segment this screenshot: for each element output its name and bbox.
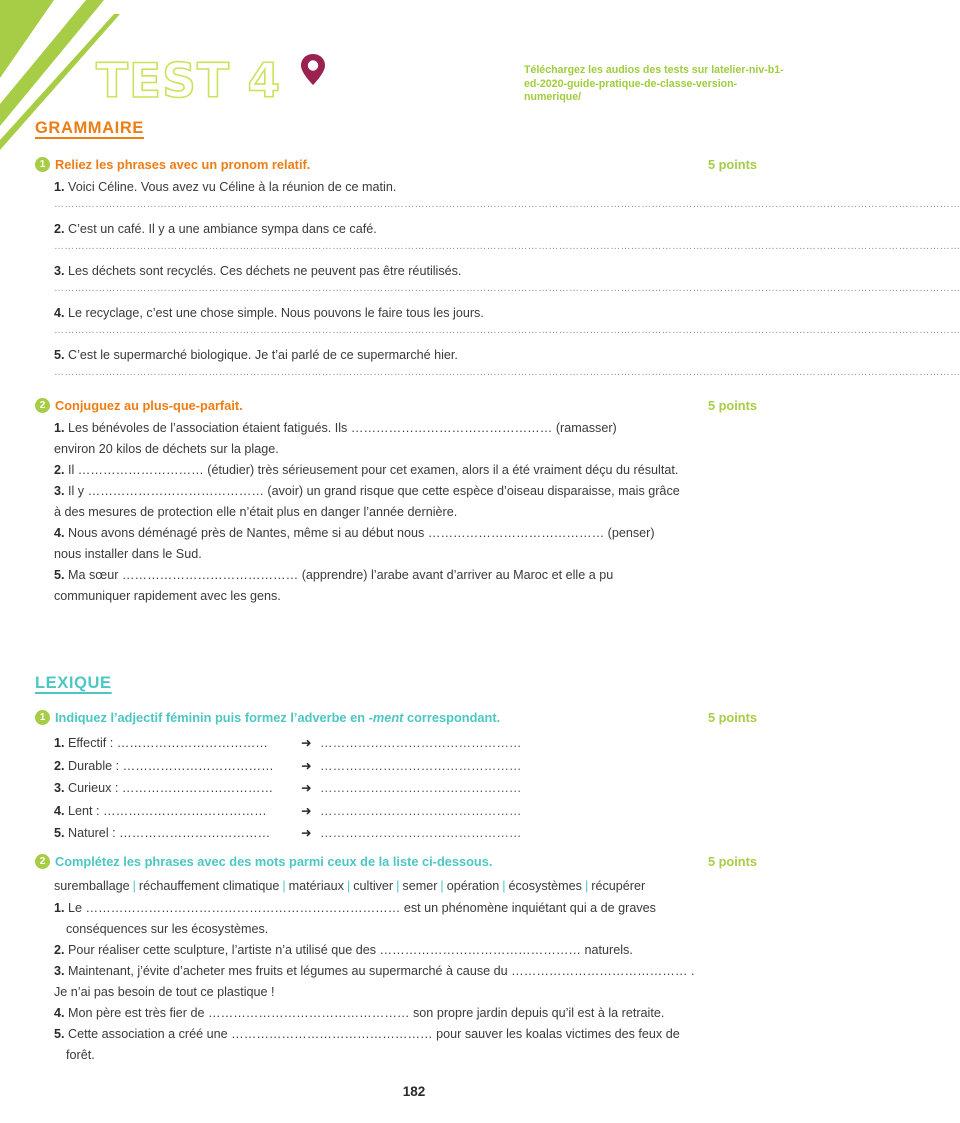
item-text: conséquences sur les écosystèmes. — [66, 922, 269, 936]
item-number: 5. — [54, 568, 65, 582]
item-number: 1. — [54, 180, 65, 194]
grammar-exercise-2-header — [35, 396, 757, 414]
item-number: 4. — [54, 1006, 65, 1020]
exercise-line — [54, 565, 766, 586]
exercise-line — [54, 586, 766, 607]
page-number: 182 — [402, 1084, 426, 1099]
item-number: 1. — [54, 421, 65, 435]
exercise-line — [54, 1024, 766, 1045]
item-text: Il y …………………………………… (avoir) un grand risque que cette espèce d’oiseau disparaisse, mais grâce — [68, 484, 680, 498]
word: suremballage — [54, 879, 130, 893]
item-number: 1. — [54, 901, 65, 915]
exercise-item — [54, 732, 766, 755]
item-text: Les bénévoles de l’association étaient fatigués. Ils ………………………………………… (ramasser) — [68, 421, 617, 435]
item-text: Pour réaliser cette sculpture, l’artiste n’a utilisé que des ………………………………………… naturels. — [68, 943, 633, 957]
item-number: 5. — [54, 348, 65, 362]
arrow-icon: ➜ — [301, 736, 312, 750]
item-text: Maintenant, j’évite d’acheter mes fruits et légumes au supermarché à cause du …………………………………… . — [68, 964, 695, 978]
item-text[interactable]: Lent : ………………………………… — [68, 803, 267, 818]
item-text: forêt. — [66, 1048, 95, 1062]
exercise-line — [54, 1003, 766, 1024]
instruction-text: correspondant. — [403, 709, 501, 725]
item-number: 1. — [54, 736, 65, 750]
answer-line[interactable]: ………………………………………………………………………………………………………………………………………………………………………………………………………………………………………… — [54, 283, 960, 294]
item-text: Cette association a créé une ………………………………………… pour sauver les koalas victimes des feux de — [68, 1027, 680, 1041]
lexicon-exercise-1-items — [54, 732, 766, 845]
item-text: Nous avons déménagé près de Nantes, même si au début nous …………………………………… (penser) — [68, 526, 655, 540]
grammar-exercise-1-header — [35, 155, 757, 173]
word-separator: | — [282, 879, 286, 893]
grammar-exercise-1-items — [54, 177, 960, 387]
exercise-item — [54, 345, 766, 366]
word: récupérer — [591, 879, 646, 893]
item-text: Je n’ai pas besoin de tout ce plastique ! — [54, 985, 275, 999]
exercise-line — [54, 919, 766, 940]
item-text: nous installer dans le Sud. — [54, 547, 202, 561]
item-text: Ma sœur …………………………………… (apprendre) l’arabe avant d’arriver au Maroc et elle a pu — [68, 568, 614, 582]
item-number: 2. — [54, 463, 65, 477]
answer-line[interactable]: ………………………………………………………………………………………………………………………………………………………………………………………………………………………………………… — [54, 241, 960, 252]
exercise-item — [54, 755, 766, 778]
exercise-item — [54, 177, 766, 198]
exercise-line — [54, 982, 766, 1003]
arrow-icon: ➜ — [301, 781, 312, 795]
exercise-line — [54, 439, 766, 460]
word: cultiver — [353, 879, 394, 893]
word: opération — [446, 879, 500, 893]
item-text: C’est un café. Il y a une ambiance sympa dans ce café. — [68, 222, 377, 236]
item-text: Mon père est très fier de ………………………………………… son propre jardin depuis qu’il est à la retraite. — [68, 1006, 665, 1020]
lexicon-exercise-2-header — [35, 852, 757, 870]
word: matériaux — [288, 879, 344, 893]
lexicon-exercise-2-items — [54, 874, 766, 1066]
answer-blank[interactable]: ………………………………………… — [320, 736, 522, 750]
item-text: Il ………………………… (étudier) très sérieusement pour cet examen, alors il a été vraiment déçu du résultat. — [68, 463, 679, 477]
item-text: Les déchets sont recyclés. Ces déchets ne peuvent pas être réutilisés. — [68, 264, 462, 278]
exercise-line — [54, 481, 766, 502]
exercise-line — [54, 1045, 766, 1066]
map-pin-icon — [299, 53, 327, 87]
item-text[interactable]: Naturel : ……………………………… — [68, 826, 271, 840]
word: réchauffement climatique — [138, 879, 280, 893]
item-text[interactable]: Effectif : ……………………………… — [68, 736, 268, 750]
word-separator: | — [440, 879, 444, 893]
exercise-instruction — [55, 710, 500, 725]
exercise-line — [54, 502, 766, 523]
exercise-line — [54, 544, 766, 565]
audio-download-note: Téléchargez les audios des tests sur latelier-niv-b1-ed-2020-guide-pratique-de-classe-version-numerique/ — [524, 64, 784, 103]
answer-blank[interactable]: ………………………………………… — [320, 781, 522, 795]
arrow-icon: ➜ — [301, 826, 312, 840]
answer-blank[interactable]: ………………………………………… — [320, 826, 522, 840]
arrow-icon: ➜ — [301, 758, 312, 773]
exercise-line — [54, 961, 766, 982]
lexicon-exercise-1-header — [35, 708, 757, 726]
word-separator: | — [132, 879, 136, 893]
word: écosystèmes — [508, 879, 582, 893]
arrow-icon: ➜ — [301, 803, 312, 818]
item-number: 4. — [54, 306, 65, 320]
exercise-line — [54, 940, 766, 961]
answer-blank[interactable]: ………………………………………… — [320, 803, 522, 818]
item-number: 3. — [54, 484, 65, 498]
instruction-emphasis: -ment — [368, 709, 404, 725]
item-text[interactable]: Curieux : ……………………………… — [68, 781, 274, 795]
exercise-points: 5 points — [707, 397, 757, 413]
exercise-points: 5 points — [707, 709, 757, 725]
exercise-line — [54, 898, 766, 919]
grammar-section-title: GRAMMAIRE — [35, 119, 144, 137]
item-number: 2. — [54, 943, 65, 957]
word-separator: | — [502, 879, 506, 893]
exercise-number-badge: 1 — [35, 157, 50, 172]
exercise-item — [54, 800, 766, 823]
item-text: Le recyclage, c’est une chose simple. Nous pouvons le faire tous les jours. — [68, 306, 484, 320]
item-text: communiquer rapidement avec les gens. — [54, 589, 281, 603]
item-text: environ 20 kilos de déchets sur la plage. — [54, 442, 279, 456]
exercise-number-badge: 1 — [35, 710, 50, 725]
exercise-line — [54, 523, 766, 544]
item-number: 5. — [54, 1027, 65, 1041]
exercise-number-badge: 2 — [35, 398, 50, 413]
test-title: TEST 4 — [96, 54, 282, 109]
answer-line[interactable]: ………………………………………………………………………………………………………………………………………………………………………………………………………………………………………… — [54, 367, 960, 378]
word: semer — [402, 879, 438, 893]
exercise-item — [54, 822, 766, 845]
exercise-instruction: Conjuguez au plus-que-parfait. — [55, 397, 243, 413]
item-number: 2. — [54, 222, 65, 236]
item-number: 5. — [54, 826, 65, 840]
item-number: 3. — [54, 964, 65, 978]
exercise-item — [54, 777, 766, 800]
exercise-line — [54, 418, 766, 439]
word-separator: | — [346, 879, 351, 893]
item-number: 4. — [54, 526, 65, 540]
item-number: 2. — [54, 758, 65, 773]
word-list — [54, 874, 766, 898]
exercise-points: 5 points — [707, 853, 757, 869]
item-number: 4. — [54, 803, 65, 818]
item-text: Le ………………………………………………………………… est un phénomène inquiétant qui a de graves — [68, 901, 656, 915]
exercise-instruction: Reliez les phrases avec un pronom relatif. — [55, 156, 311, 172]
exercise-item — [54, 219, 766, 240]
answer-blank[interactable]: ………………………………………… — [320, 758, 522, 773]
item-text[interactable]: Durable : ……………………………… — [68, 758, 274, 773]
item-text: à des mesures de protection elle n’était plus en danger l’année dernière. — [54, 505, 458, 519]
item-number: 3. — [54, 264, 65, 278]
item-text: C’est le supermarché biologique. Je t’ai parlé de ce supermarché hier. — [68, 348, 458, 362]
exercise-item — [54, 303, 766, 324]
exercise-points: 5 points — [707, 156, 757, 172]
item-number: 3. — [54, 781, 65, 795]
exercise-instruction: Complétez les phrases avec des mots parmi ceux de la liste ci-dessous. — [55, 853, 493, 869]
grammar-exercise-2-items — [54, 418, 766, 607]
item-text: Voici Céline. Vous avez vu Céline à la réunion de ce matin. — [68, 180, 397, 194]
word-separator: | — [396, 879, 400, 893]
exercise-line — [54, 460, 766, 481]
instruction-text: Indiquez l’adjectif féminin puis formez l’adverbe en — [55, 709, 369, 725]
answer-line[interactable]: ………………………………………………………………………………………………………………………………………………………………………………………………………………………………………… — [54, 325, 960, 336]
exercise-number-badge: 2 — [35, 854, 50, 869]
answer-line[interactable]: ………………………………………………………………………………………………………………………………………………………………………………………………………………………………………… — [54, 199, 960, 210]
exercise-item — [54, 261, 766, 282]
lexicon-section-title: LEXIQUE — [35, 674, 112, 692]
word-separator: | — [584, 879, 589, 893]
